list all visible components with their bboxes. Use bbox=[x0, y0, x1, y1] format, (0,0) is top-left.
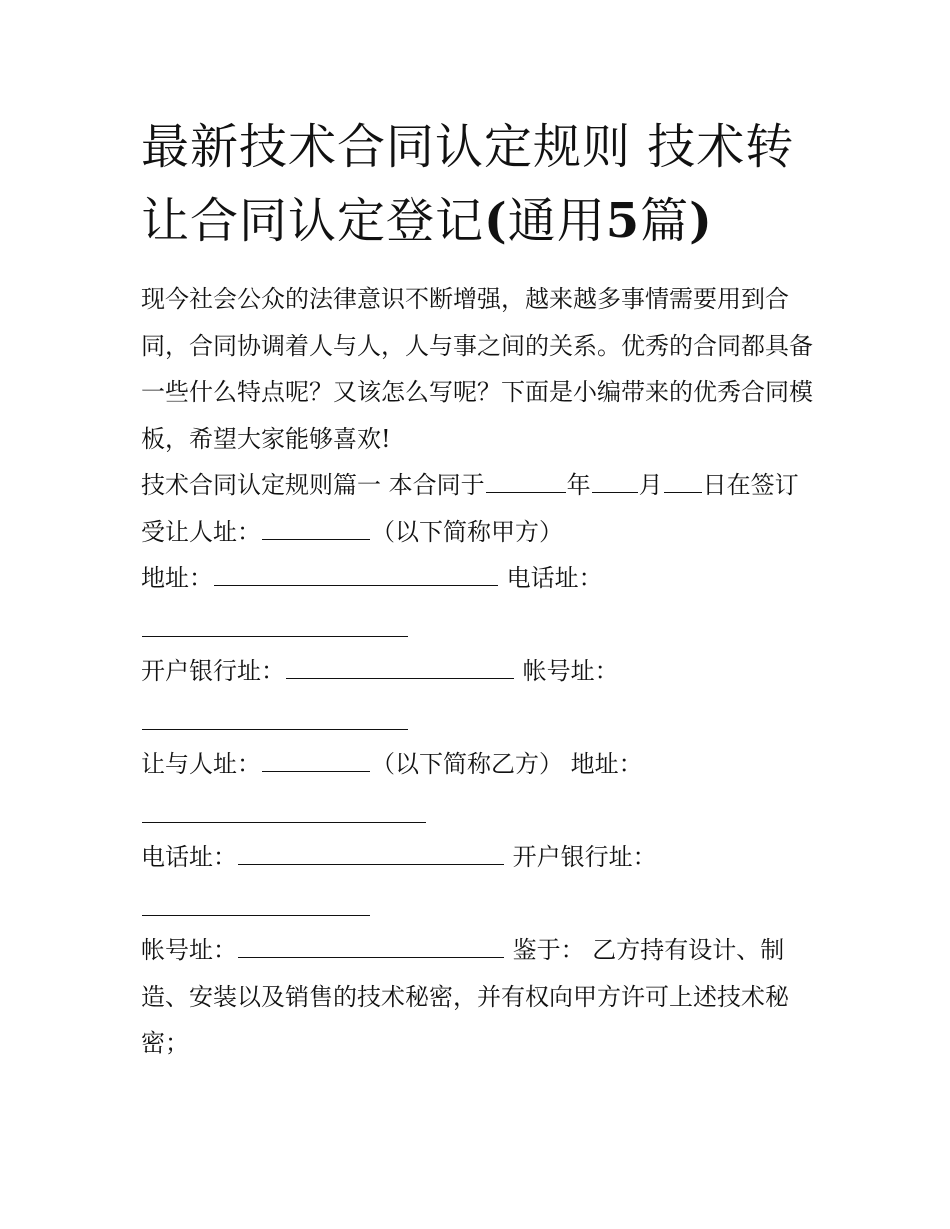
assignor-address-blank bbox=[142, 796, 426, 823]
address-blank bbox=[214, 559, 498, 586]
contract-heading: 技术合同认定规则篇一 本合同于 bbox=[141, 471, 485, 499]
title-articles: 篇 bbox=[640, 193, 690, 249]
day-sign-label: 日在签订 bbox=[702, 471, 799, 499]
account-blank-line bbox=[141, 695, 816, 742]
title-line-2a: 让合同认定登记 bbox=[141, 193, 485, 249]
whereas-text-3: 密； bbox=[141, 1029, 189, 1057]
whereas-label: 鉴于： bbox=[512, 936, 585, 964]
account2-label: 帐号址： bbox=[141, 936, 237, 964]
phone-blank-line bbox=[141, 602, 816, 649]
assignor-blank bbox=[262, 745, 370, 772]
bank2-blank bbox=[142, 889, 370, 916]
assignor-address-label: 地址： bbox=[570, 750, 643, 778]
year-blank bbox=[486, 466, 566, 493]
phone2-blank bbox=[238, 838, 504, 865]
bank-account-line bbox=[141, 648, 816, 695]
whereas-text-1: 乙方持有设计、制 bbox=[592, 936, 785, 964]
account2-whereas-line bbox=[141, 927, 816, 974]
assignee-blank bbox=[262, 513, 370, 540]
month-label: 月 bbox=[638, 471, 663, 499]
account-blank bbox=[142, 703, 408, 730]
year-label: 年 bbox=[566, 471, 591, 499]
month-blank bbox=[592, 466, 638, 493]
account2-blank bbox=[238, 931, 504, 958]
day-blank bbox=[664, 466, 702, 493]
assignor-label: 让与人址： bbox=[141, 750, 261, 778]
phone-label: 电话址： bbox=[506, 564, 603, 592]
account-label: 帐号址： bbox=[522, 657, 619, 685]
assignee-suffix: （以下简称甲方） bbox=[371, 517, 563, 546]
address-phone-line bbox=[141, 555, 816, 602]
bank-label: 开户银行址： bbox=[141, 657, 285, 685]
assignee-label: 受让人址： bbox=[141, 517, 261, 546]
intro-paragraph: 现今社会公众的法律意识不断增强，越来越多事情需要用到合同，合同协调着人与人，人与事之间的关系。优秀的合同都具备一些什么特点呢？又该怎么写呢？下面是小编带来的优秀合同模板，希望大家能够喜欢! bbox=[141, 285, 813, 453]
document-title bbox=[141, 110, 816, 258]
contract-date-line bbox=[141, 462, 816, 509]
bank-blank bbox=[286, 652, 514, 679]
phone2-bank2-line bbox=[141, 834, 816, 881]
bank2-blank-line bbox=[141, 881, 816, 928]
title-paren-close: ) bbox=[689, 193, 713, 249]
assignee-line bbox=[141, 509, 816, 556]
assignor-address-blank-line bbox=[141, 788, 816, 835]
title-paren-open: ( bbox=[484, 193, 508, 249]
phone2-label: 电话址： bbox=[141, 843, 237, 871]
document-page bbox=[141, 110, 816, 1067]
title-line-1: 最新技术合同认定规则 技术转 bbox=[141, 119, 795, 175]
assignor-line bbox=[141, 741, 816, 788]
whereas-line-3 bbox=[141, 1020, 816, 1067]
whereas-text-2: 造、安装以及销售的技术秘密，并有权向甲方许可上述技术秘 bbox=[141, 982, 789, 1011]
title-count: 5 bbox=[605, 193, 641, 249]
assignor-suffix: （以下简称乙方） bbox=[371, 750, 563, 778]
bank2-label: 开户银行址： bbox=[512, 843, 657, 871]
title-general: 通用 bbox=[507, 193, 606, 249]
address-label: 地址： bbox=[141, 564, 213, 592]
phone-blank bbox=[142, 610, 408, 637]
whereas-line-2 bbox=[141, 974, 816, 1021]
